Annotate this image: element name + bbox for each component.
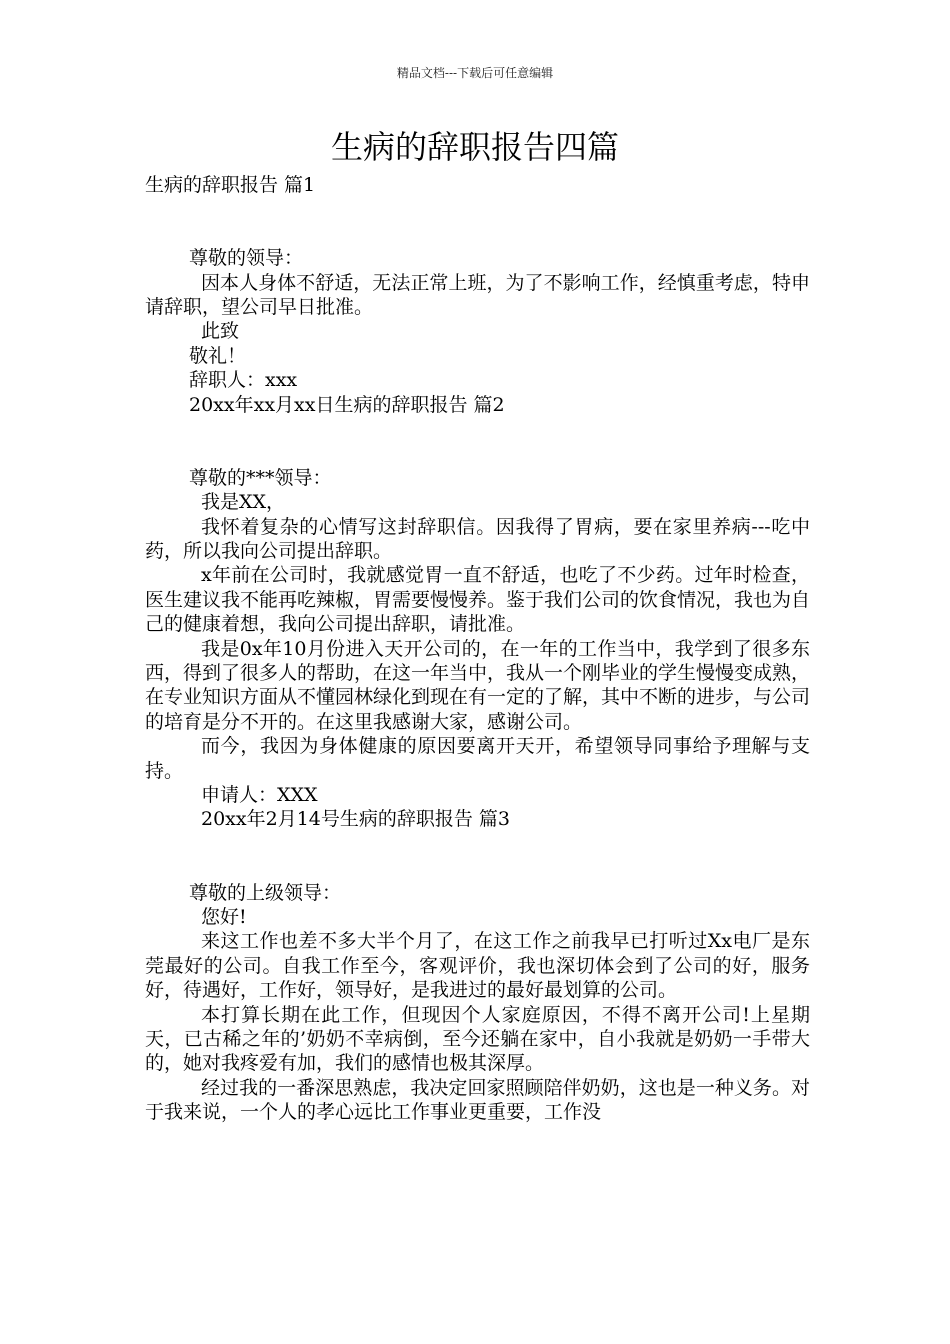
section-heading: 生病的辞职报告 篇1 — [145, 174, 316, 196]
body-paragraph: 来这工作也差不多大半个月了，在这工作之前我早已打听过Xx电厂是东莞最好的公司。自我工作至今，客观评价，我也深切体会到了公司的好，服务好，待遇好，工作好，领导好，是我进过的最好最划算的公司。 — [145, 930, 810, 1002]
date-line: 20xx年xx月xx日生病的辞职报告 篇2 — [189, 393, 505, 416]
document-title: 生病的辞职报告四篇 — [330, 128, 619, 166]
document-body — [145, 173, 810, 1125]
body-paragraph: 而今，我因为身体健康的原因要离开天开，希望领导同事给予理解与支持。 — [145, 735, 810, 782]
closing-line: 此致 — [201, 320, 240, 343]
signer: 申请人：XXX — [201, 784, 318, 806]
body-paragraph: 因本人身体不舒适，无法正常上班，为了不影响工作，经慎重考虑，特申请辞职，望公司早日批准。 — [145, 271, 810, 318]
salutation: 尊敬的***领导： — [189, 466, 332, 489]
closing-line: 敬礼！ — [189, 344, 247, 367]
salutation: 尊敬的上级领导： — [189, 881, 342, 904]
body-paragraph: 我是0x年10月份进入天开公司的，在一年的工作当中，我学到了很多东西，得到了很多人的帮助，在这一年当中，我从一个刚毕业的学生慢慢变成熟，在专业知识方面从不懂园林绿化到现在有一定的了解，其中不断的进步，与公司的培育是分不开的。在这里我感谢大家，感谢公司。 — [145, 637, 811, 733]
body-paragraph: 我怀着复杂的心情写这封辞职信。因我得了胃病，要在家里养病---吃中药，所以我向公司提出辞职。 — [145, 515, 810, 562]
page-header-note: 精品文档---下载后可任意编辑 — [396, 66, 554, 80]
date-line: 20xx年2月14号生病的辞职报告 篇3 — [201, 808, 511, 831]
body-paragraph: 本打算长期在此工作，但现因个人家庭原因，不得不离开公司!上星期天，已古稀之年的’奶奶不幸病倒，至今还躺在家中，自小我就是奶奶一手带大的，她对我疼爱有加，我们的感情也极其深厚。 — [145, 1003, 810, 1075]
body-paragraph: x年前在公司时，我就感觉胃一直不舒适，也吃了不少药。过年时检查，医生建议我不能再吃辣椒，胃需要慢慢养。鉴于我们公司的饮食情况，我也为自己的健康着想，我向公司提出辞职，请批准。 — [145, 564, 811, 636]
greeting: 我是XX， — [201, 491, 286, 514]
body-paragraph: 经过我的一番深思熟虑，我决定回家照顾陪伴奶奶，这也是一种义务。对于我来说，一个人的孝心远比工作事业更重要，工作没 — [145, 1076, 810, 1124]
greeting: 您好! — [201, 905, 247, 928]
salutation: 尊敬的领导： — [189, 247, 304, 270]
signer: 辞职人：xxx — [189, 369, 298, 392]
